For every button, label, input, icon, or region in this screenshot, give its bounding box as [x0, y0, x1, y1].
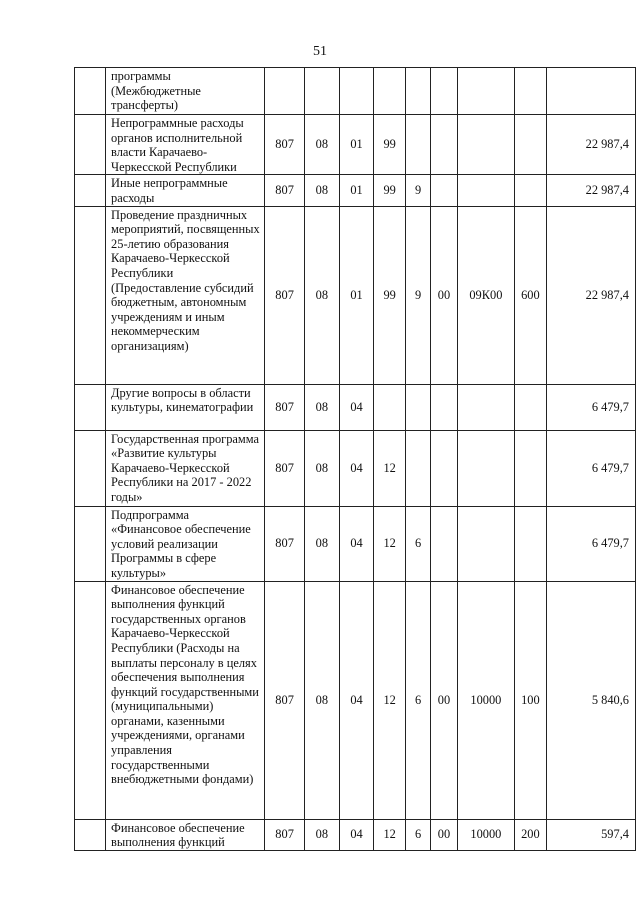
amount — [546, 68, 635, 115]
subprogram-code: 6 — [406, 581, 431, 819]
direction-code — [457, 115, 514, 175]
subprogram-code — [406, 430, 431, 506]
amount: 5 840,6 — [546, 581, 635, 819]
event-code — [431, 384, 458, 430]
subprogram-code: 6 — [406, 819, 431, 850]
event-code: 00 — [431, 581, 458, 819]
event-code — [431, 175, 458, 206]
row-number-cell — [75, 384, 106, 430]
direction-code — [457, 175, 514, 206]
program-code: 12 — [374, 506, 406, 581]
subprogram-code — [406, 384, 431, 430]
program-code: 12 — [374, 819, 406, 850]
direction-code — [457, 506, 514, 581]
table-row — [75, 206, 636, 384]
expense-name: Государственная программа «Развитие культуры Карачаево-Черкесской Республики на 2017 - 2022 годы» — [106, 430, 265, 506]
event-code — [431, 430, 458, 506]
budget-table — [74, 67, 636, 851]
expense-type-code — [514, 115, 546, 175]
row-number-cell — [75, 115, 106, 175]
section-code: 08 — [304, 384, 339, 430]
row-number-cell — [75, 68, 106, 115]
direction-code — [457, 68, 514, 115]
table-row — [75, 581, 636, 819]
section-code: 08 — [304, 115, 339, 175]
grbs-code — [265, 68, 304, 115]
grbs-code: 807 — [265, 430, 304, 506]
direction-code: 09К00 — [457, 206, 514, 384]
direction-code: 10000 — [457, 581, 514, 819]
amount: 22 987,4 — [546, 206, 635, 384]
expense-name: Непрограммные расходы органов исполнительной власти Карачаево-Черкесской Республики — [106, 115, 265, 175]
subprogram-code: 9 — [406, 206, 431, 384]
section-code: 08 — [304, 819, 339, 850]
row-number-cell — [75, 206, 106, 384]
expense-name: Подпрограмма «Финансовое обеспечение условий реализации Программы в сфере культуры» — [106, 506, 265, 581]
expense-type-code — [514, 506, 546, 581]
event-code: 00 — [431, 819, 458, 850]
subsection-code: 01 — [339, 175, 373, 206]
expense-name: Проведение праздничных мероприятий, посвященных 25-летию образования Карачаево-Черкесской Республики (Предоставление субсидий бюджетным, автономным учреждениям и иным некоммерческим организациям) — [106, 206, 265, 384]
event-code — [431, 506, 458, 581]
expense-type-code: 600 — [514, 206, 546, 384]
subprogram-code: 6 — [406, 506, 431, 581]
table-row — [75, 175, 636, 206]
program-code: 99 — [374, 115, 406, 175]
expense-type-code: 200 — [514, 819, 546, 850]
amount: 22 987,4 — [546, 115, 635, 175]
table-row — [75, 384, 636, 430]
section-code — [304, 68, 339, 115]
program-code — [374, 384, 406, 430]
page-number: 51 — [313, 44, 327, 59]
expense-type-code — [514, 68, 546, 115]
subprogram-code — [406, 68, 431, 115]
event-code — [431, 115, 458, 175]
table-row — [75, 819, 636, 850]
row-number-cell — [75, 581, 106, 819]
table-body — [75, 68, 636, 851]
amount: 6 479,7 — [546, 430, 635, 506]
expense-name: Финансовое обеспечение выполнения функций — [106, 819, 265, 850]
direction-code: 10000 — [457, 819, 514, 850]
row-number-cell — [75, 175, 106, 206]
program-code: 99 — [374, 206, 406, 384]
direction-code — [457, 430, 514, 506]
table-row — [75, 430, 636, 506]
expense-type-code: 100 — [514, 581, 546, 819]
section-code: 08 — [304, 175, 339, 206]
grbs-code: 807 — [265, 384, 304, 430]
row-number-cell — [75, 819, 106, 850]
event-code: 00 — [431, 206, 458, 384]
section-code: 08 — [304, 581, 339, 819]
expense-name: Другие вопросы в области культуры, кинематографии — [106, 384, 265, 430]
row-number-cell — [75, 430, 106, 506]
row-number-cell — [75, 506, 106, 581]
grbs-code: 807 — [265, 506, 304, 581]
subsection-code: 04 — [339, 384, 373, 430]
grbs-code: 807 — [265, 115, 304, 175]
subprogram-code — [406, 115, 431, 175]
subsection-code: 04 — [339, 819, 373, 850]
expense-type-code — [514, 175, 546, 206]
subsection-code — [339, 68, 373, 115]
expense-name: Иные непрограммные расходы — [106, 175, 265, 206]
program-code — [374, 68, 406, 115]
section-code: 08 — [304, 430, 339, 506]
subsection-code: 04 — [339, 430, 373, 506]
subsection-code: 01 — [339, 206, 373, 384]
section-code: 08 — [304, 206, 339, 384]
section-code: 08 — [304, 506, 339, 581]
amount: 597,4 — [546, 819, 635, 850]
amount: 22 987,4 — [546, 175, 635, 206]
table-row — [75, 506, 636, 581]
subprogram-code: 9 — [406, 175, 431, 206]
program-code: 12 — [374, 581, 406, 819]
table-row — [75, 68, 636, 115]
expense-name: Финансовое обеспечение выполнения функций государственных органов Карачаево-Черкесской Республики (Расходы на выплаты персоналу в целях обеспечения выполнения функций государственными (муниципальными) органами, казенными учреждениями, органами управления государственными внебюджетными фондами) — [106, 581, 265, 819]
grbs-code: 807 — [265, 206, 304, 384]
amount: 6 479,7 — [546, 384, 635, 430]
event-code — [431, 68, 458, 115]
grbs-code: 807 — [265, 175, 304, 206]
direction-code — [457, 384, 514, 430]
expense-type-code — [514, 384, 546, 430]
subsection-code: 01 — [339, 115, 373, 175]
grbs-code: 807 — [265, 819, 304, 850]
subsection-code: 04 — [339, 581, 373, 819]
program-code: 99 — [374, 175, 406, 206]
program-code: 12 — [374, 430, 406, 506]
amount: 6 479,7 — [546, 506, 635, 581]
grbs-code: 807 — [265, 581, 304, 819]
subsection-code: 04 — [339, 506, 373, 581]
expense-name: программы (Межбюджетные трансферты) — [106, 68, 265, 115]
table-row — [75, 115, 636, 175]
expense-type-code — [514, 430, 546, 506]
